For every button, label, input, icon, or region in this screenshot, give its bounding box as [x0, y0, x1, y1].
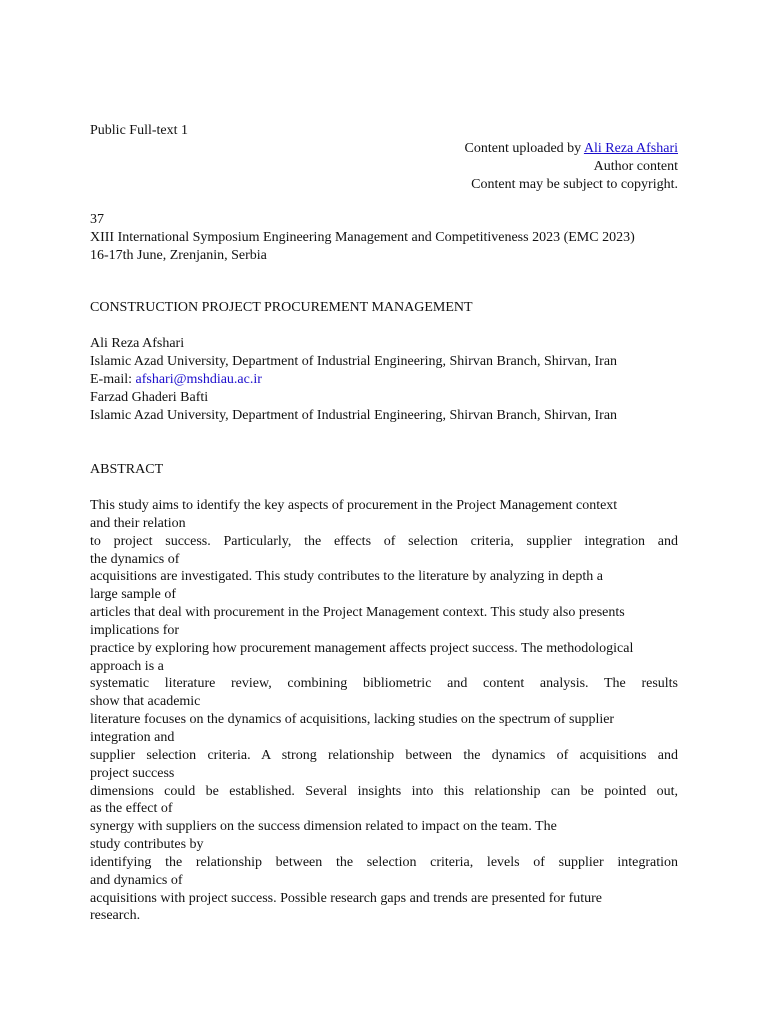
abstract-heading: ABSTRACT: [90, 462, 164, 477]
uploaded-by-prefix: Content uploaded by: [464, 141, 584, 156]
abstract-line: literature focuses on the dynamics of acquisitions, lacking studies on the spectrum of supplier: [90, 712, 615, 728]
abstract-line: and dynamics of: [90, 872, 183, 888]
abstract-line: identifying the relationship between the selection criteria, levels of supplier integration: [90, 854, 678, 870]
abstract-line: This study aims to identify the key aspects of procurement in the Project Management context: [90, 498, 618, 513]
abstract-line: implications for: [90, 622, 180, 638]
abstract-line: the dynamics of: [90, 551, 180, 567]
copyright-notice: Content may be subject to copyright.: [471, 177, 678, 192]
abstract-line: synergy with suppliers on the success dimension related to impact on the team. The: [90, 819, 557, 835]
conference-date-location: 16-17th June, Zrenjanin, Serbia: [90, 248, 267, 263]
author-affiliation: Islamic Azad University, Department of Industrial Engineering, Shirvan Branch, Shirvan, Iran: [90, 408, 618, 423]
page-number: 37: [90, 212, 104, 227]
uploader-link[interactable]: Ali Reza Afshari: [583, 141, 678, 156]
author-name: Farzad Ghaderi Bafti: [90, 390, 209, 405]
abstract-line: project success: [90, 765, 175, 781]
abstract-line: large sample of: [90, 587, 177, 603]
abstract-line: integration and: [90, 729, 175, 745]
abstract-line: supplier selection criteria. A strong relationship between the dynamics of acquisitions and: [90, 747, 678, 763]
abstract-line: dimensions could be established. Several insights into this relationship can be pointed out,: [90, 783, 678, 799]
paper-title: CONSTRUCTION PROJECT PROCUREMENT MANAGEMENT: [90, 300, 473, 315]
abstract-line: acquisitions with project success. Possible research gaps and trends are presented for future: [90, 890, 603, 906]
abstract-body: [90, 497, 678, 925]
author-name: Ali Reza Afshari: [90, 336, 185, 351]
abstract-line: as the effect of: [90, 801, 173, 817]
abstract-line: show that academic: [90, 694, 201, 710]
conference-name: XIII International Symposium Engineering Management and Competitiveness 2023 (EMC 2023): [90, 230, 635, 245]
abstract-line: practice by exploring how procurement management affects project success. The methodological: [90, 640, 634, 656]
document-page: [90, 122, 678, 925]
email-label: E-mail:: [90, 372, 136, 387]
abstract-line: research.: [90, 908, 141, 924]
abstract-line: articles that deal with procurement in the Project Management context. This study also presents: [90, 605, 625, 621]
abstract-line: acquisitions are investigated. This study contributes to the literature by analyzing in depth a: [90, 569, 603, 585]
author-email: [90, 371, 678, 389]
abstract-line: approach is a: [90, 658, 164, 674]
author-affiliation: Islamic Azad University, Department of Industrial Engineering, Shirvan Branch, Shirvan, Iran: [90, 354, 618, 369]
content-uploaded-by: [90, 140, 678, 158]
email-link[interactable]: afshari@mshdiau.ac.ir: [135, 372, 262, 387]
abstract-line: to project success. Particularly, the effects of selection criteria, supplier integration and: [90, 533, 678, 549]
author-content-label: Author content: [593, 159, 678, 174]
abstract-line: study contributes by: [90, 837, 204, 853]
public-fulltext-label: Public Full-text 1: [90, 123, 188, 138]
abstract-line: systematic literature review, combining bibliometric and content analysis. The results: [90, 676, 678, 692]
abstract-line: and their relation: [90, 515, 186, 531]
